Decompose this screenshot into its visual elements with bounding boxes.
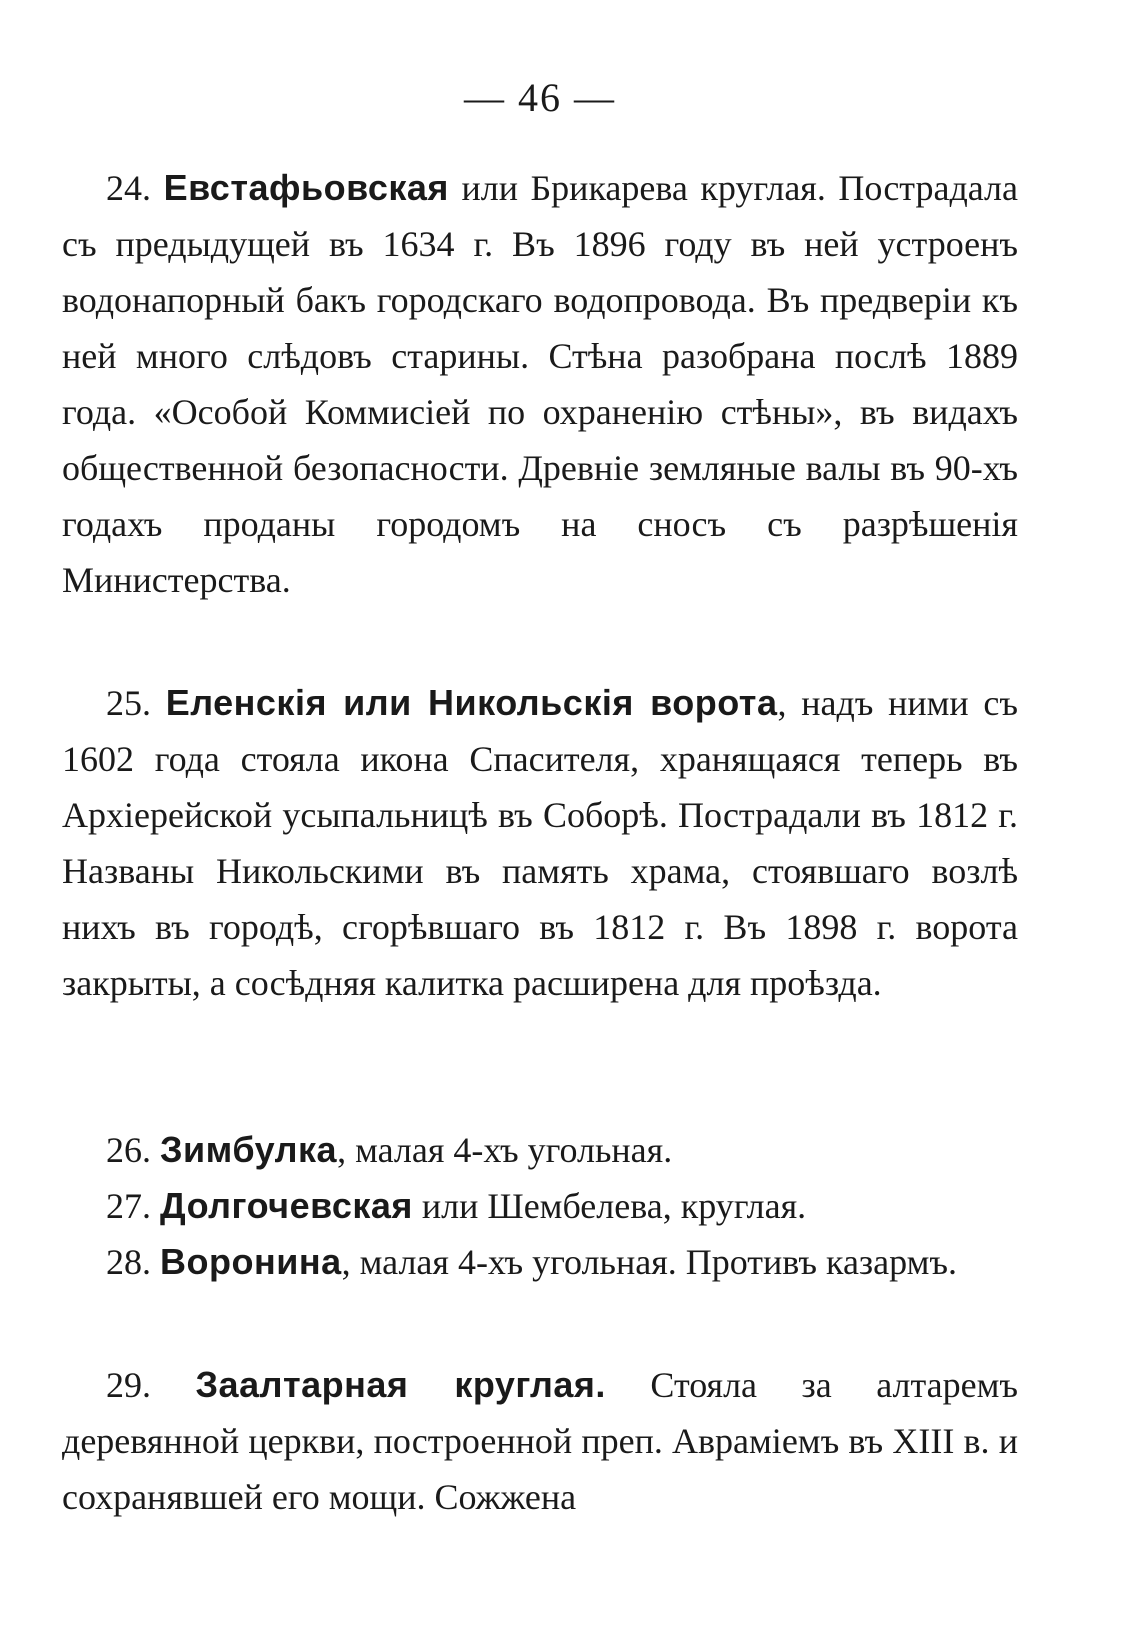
entry-24 (62, 160, 1018, 608)
entry-26 (62, 1122, 1018, 1178)
entry-paragraph (62, 1357, 1018, 1525)
entry-number: 26. (106, 1130, 151, 1170)
entry-paragraph (62, 160, 1018, 608)
entry-text: или Шембелева, круглая. (412, 1186, 807, 1226)
page-number: — 46 — (464, 75, 616, 120)
entry-paragraph (62, 675, 1018, 1011)
entry-paragraph (62, 1178, 1018, 1234)
entry-name: Еленскія или Никольскія ворота (165, 682, 778, 723)
entry-29 (62, 1357, 1018, 1525)
entry-25 (62, 675, 1018, 1011)
entry-number: 28. (106, 1242, 151, 1282)
entry-number: 29. (106, 1365, 151, 1405)
entry-name: Долгочевская (160, 1185, 413, 1226)
entry-text: Стояла за алтаремъ деревянной церкви, построенной преп. Авраміемъ въ XIII в. и сохранявшей его мощи. Сожжена (62, 1365, 1019, 1517)
entry-number: 24. (106, 168, 151, 208)
entry-text: , надъ ними съ 1602 года стояла икона Спасителя, хранящаяся теперь въ Архіерейской усыпальницѣ въ Соборѣ. Пострадали въ 1812 г. Названы Никольскими въ память храма, стоявшаго возлѣ нихъ въ городѣ, сгорѣвшаго въ 1812 г. Въ 1898 г. ворота закрыты, а сосѣдняя калитка расширена для проѣзда. (62, 683, 1018, 1003)
entry-name: Воронина (160, 1241, 342, 1282)
entry-text: , малая 4-хъ угольная. Противъ казармъ. (341, 1242, 957, 1282)
entry-number: 25. (106, 683, 151, 723)
entry-27 (62, 1178, 1018, 1234)
entry-text: или Брикарева круглая. Пострадала съ предыдущей въ 1634 г. Въ 1896 году въ ней устроенъ водонапорный бакъ городскаго водопровода. Въ предверіи къ ней много слѣдовъ старины. Стѣна разобрана послѣ 1889 года. «Особой Коммисіей по охраненію стѣны», въ видахъ общественной безопасности. Древніе земляные валы въ 90-хъ годахъ проданы городомъ на сносъ съ разрѣшенія Министерства. (62, 168, 1019, 600)
entry-name: Заалтарная круглая. (195, 1364, 606, 1405)
entry-name: Зимбулка (160, 1129, 338, 1170)
entry-paragraph (62, 1234, 1018, 1290)
entry-name: Евстафьовская (163, 167, 449, 208)
entry-paragraph (62, 1122, 1018, 1178)
entry-text: , малая 4-хъ угольная. (337, 1130, 673, 1170)
entry-28 (62, 1234, 1018, 1290)
book-page (62, 0, 1018, 1652)
entry-number: 27. (106, 1186, 151, 1226)
